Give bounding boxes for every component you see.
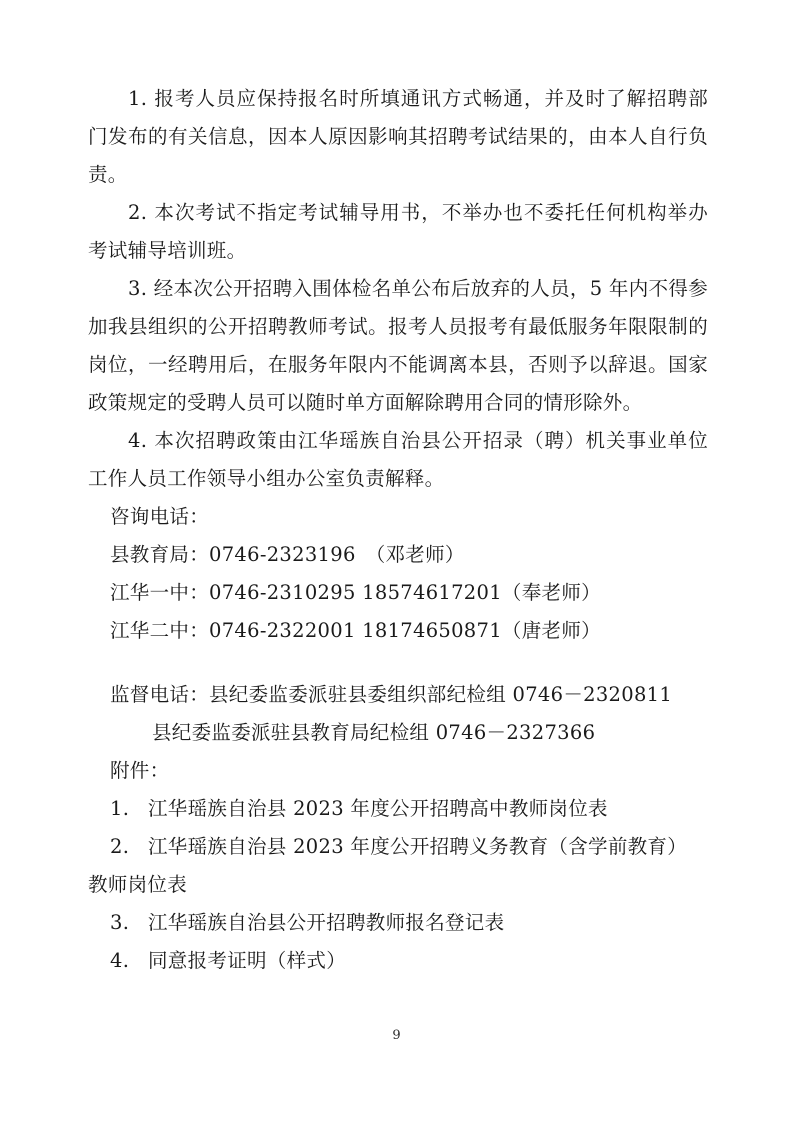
attachment-item-2 xyxy=(88,828,708,866)
paragraph-3: 3. 经本次公开招聘入围体检名单公布后放弃的人员，5 年内不得参加我县组织的公开招聘教师考试。报考人员报考有最低服务年限限制的岗位，一经聘用后，在服务年限内不能调离本县，否则予以辞退。国家政策规定的受聘人员可以随时单方面解除聘用合同的情形除外。 xyxy=(88,277,708,414)
attachment-number-3: 3. xyxy=(110,911,130,934)
attachment-text-3: 江华瑶族自治县公开招聘教师报名登记表 xyxy=(148,911,505,934)
attachment-text-1: 江华瑶族自治县 2023 年度公开招聘高中教师岗位表 xyxy=(148,797,608,820)
attachment-text-2: 江华瑶族自治县 2023 年度公开招聘义务教育（含学前教育） xyxy=(148,835,688,858)
supervision-phone-line-1: 监督电话：县纪委监委派驻县委组织部纪检组 0746－2320811 xyxy=(110,683,673,706)
consult-phone-education-bureau: 县教育局：0746-2323196 （邓老师） xyxy=(110,543,465,566)
consult-phone-jianghua-no1-school: 江华一中：0746-2310295 18574617201（奉老师） xyxy=(110,581,601,604)
attachments-label: 附件： xyxy=(110,759,170,782)
paragraph-4: 4. 本次招聘政策由江华瑶族自治县公开招录（聘）机关事业单位工作人员工作领导小组办公室负责解释。 xyxy=(88,429,708,490)
attachment-number-2: 2. xyxy=(110,835,130,858)
attachment-number-1: 1. xyxy=(110,797,130,820)
attachment-number-4: 4. xyxy=(110,949,130,972)
attachment-item-3 xyxy=(88,904,708,942)
supervision-phone-line-2: 县纪委监委派驻县教育局纪检组 0746－2327366 xyxy=(152,721,596,744)
document-body xyxy=(88,80,708,980)
page-number: 9 xyxy=(392,1028,401,1043)
attachment-text-4: 同意报考证明（样式） xyxy=(148,949,347,972)
paragraph-1: 1. 报考人员应保持报名时所填通讯方式畅通，并及时了解招聘部门发布的有关信息，因本人原因影响其招聘考试结果的，由本人自行负责。 xyxy=(88,87,708,186)
section-spacer xyxy=(88,650,708,676)
attachment-item-2-continuation: 教师岗位表 xyxy=(88,873,188,896)
attachment-item-1 xyxy=(88,790,708,828)
consult-phone-jianghua-no2-school: 江华二中：0746-2322001 18174650871（唐老师） xyxy=(110,619,601,642)
attachment-item-4 xyxy=(88,942,708,980)
consult-phone-label: 咨询电话： xyxy=(110,505,210,528)
paragraph-2: 2. 本次考试不指定考试辅导用书，不举办也不委托任何机构举办考试辅导培训班。 xyxy=(88,201,708,262)
